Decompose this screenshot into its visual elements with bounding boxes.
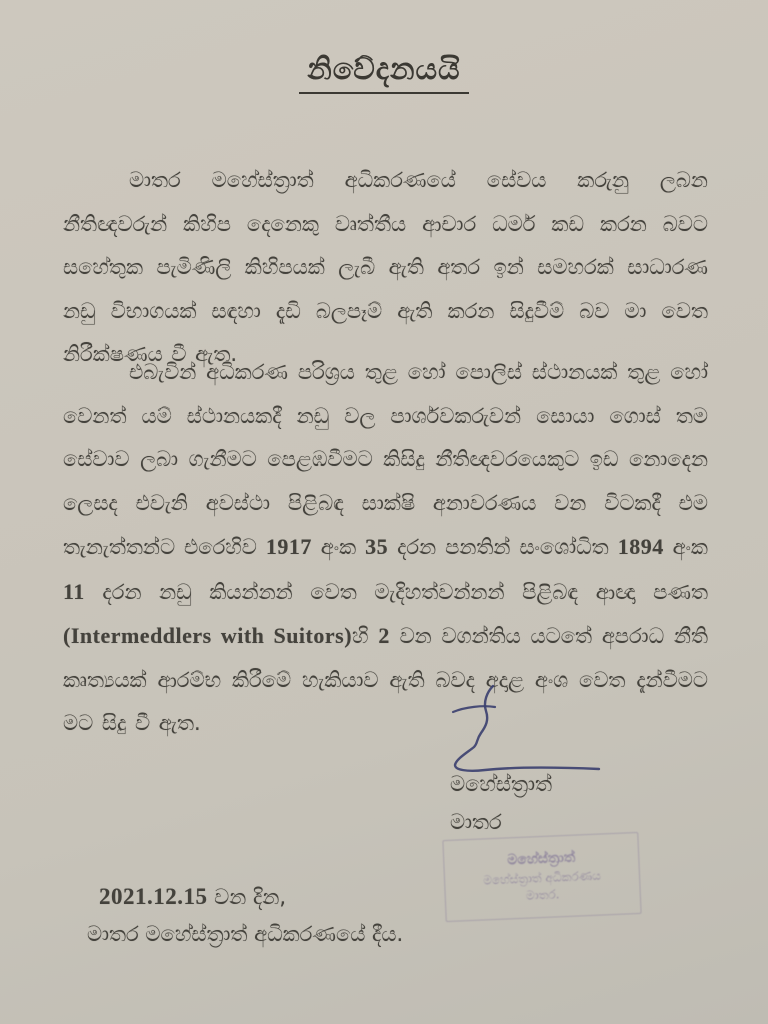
paragraph-legal-warning: එබැවින් අධිකරණ පරිශ්‍රය තුළ හෝ පොලිස් ස්ථානයක් තුළ හෝ වෙනත් යම් ස්ථානයකදී නඩු වල පාර්ශවකරුවන් සොයා ගොස් තම සේවාව ලබා ගැනීමට පෙළඹවීමට කිසිදු නීතිඥවරයෙකුට ඉඩ නොදෙන ලෙසද එවැනි අවස්ථා පිළිබඳ සාක්ෂි අනාවරණය වන විටකදී එම තැනැත්තන්ට එරෙහිව 1917 අංක 35 දරන පනතින් සංශෝධිත 1894 අංක 11 දරන නඩු කියන්නන් වෙත මැදිහත්වන්නන් පිළිබඳ ආඥා පණත (Intermeddlers with Suitors)හි 2 වන වගන්තිය යටතේ අපරාධ නීති කෘත්‍යයක් ආරම්භ කිරීමේ හැකියාව ඇති බවද අදාළ අංශ වෙත දැන්වීමට මට සිදු වී ඇත. bbox=[63, 360, 708, 735]
signatory-designation: මහේස්ත්‍රාත් bbox=[450, 772, 553, 796]
stamp-line: මහේස්ත්‍රාත් අධිකරණය bbox=[483, 868, 602, 888]
stamp-line: මාතර. bbox=[525, 887, 560, 903]
footer-place-line: මාතර මහේස්ත්‍රාත් අධිකරණයේ දීය. bbox=[87, 922, 404, 946]
signature-stroke-icon bbox=[443, 680, 623, 780]
footer-date-line: 2021.12.15 වන දින, bbox=[99, 884, 287, 909]
paragraph-complaints: මාතර මහේස්ත්‍රාත් අධිකරණයේ සේවය කරුනු ලබන නීතිඥවරුන් කිහිප දෙනෙකු වෘත්තීය ආචාර ධර්ම කඩ කරන බවට සහේතුක පැමිණිලි කිහිපයක් ලැබී ඇති අතර ඉන් සමහරක් සාධාරණ නඩු විභාගයක් සඳහා දැඩි බලපෑම් ඇති කරන සිදුවීම් බව මා වෙත නිරීක්ෂණය වී ඇත. bbox=[63, 168, 708, 366]
court-stamp bbox=[442, 832, 641, 922]
page-title-text: නිවේදනයයි bbox=[299, 52, 468, 94]
page-title bbox=[0, 52, 768, 94]
signatory-place: මාතර bbox=[450, 810, 502, 834]
signature bbox=[443, 680, 683, 780]
stamp-line: මහේස්ත්‍රාත් bbox=[506, 849, 576, 869]
